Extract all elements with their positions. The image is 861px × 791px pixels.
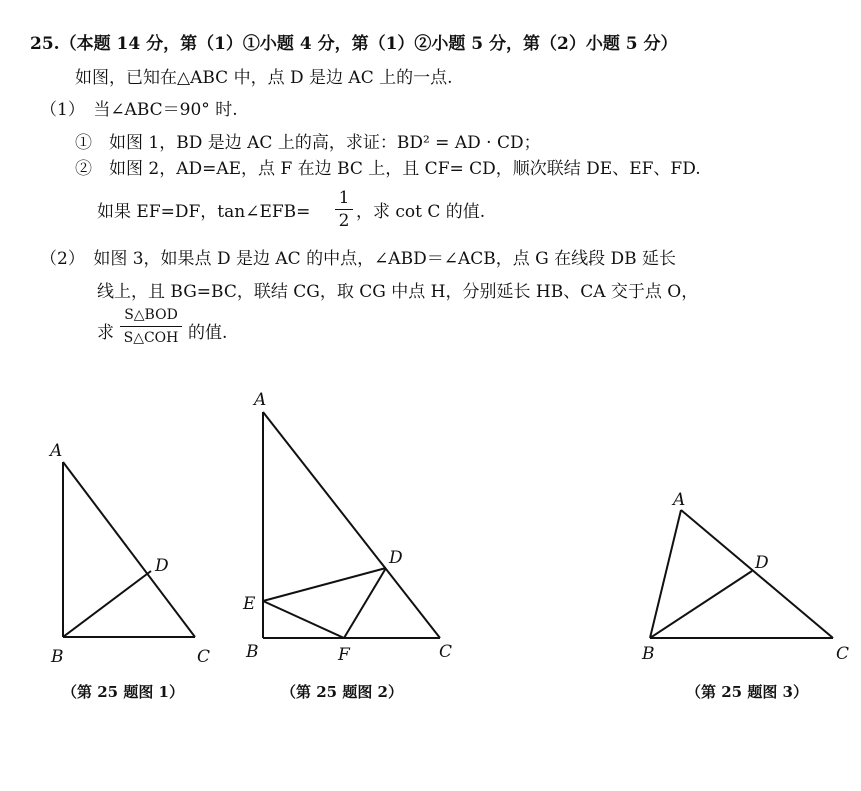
tan-fraction-denominator: 2 [338,211,350,231]
fig3-label-d: D [755,553,769,573]
part2-line3-prefix: 求 [97,323,114,343]
fig2-label-f: F [338,645,350,665]
fig2-caption: （第 25 题图 2） [281,683,403,701]
fig1-label-b: B [51,647,64,667]
part1-stem: （1） 当∠ABC＝90° 时. [40,100,238,120]
fig1-caption: （第 25 题图 1） [62,683,184,701]
fig2-side-ac [263,412,440,638]
figure-2 [263,412,440,638]
fig2-label-c: C [439,642,453,662]
fig2-label-b: B [246,642,259,662]
fig2-label-d: D [389,548,403,568]
fig3-caption: （第 25 题图 3） [686,683,808,701]
part1-q2-line2-suffix: ，求 cot C 的值. [356,202,486,222]
part1-q2-line1: ② 如图 2，AD=AE，点 F 在边 BC 上，且 CF= CD，顺次联结 DE、EF、FD. [75,159,701,179]
fig2-label-e: E [243,594,256,614]
fig3-label-a: A [673,490,686,510]
fig1-side-ac [63,462,195,637]
problem-header: 25.（本题 14 分，第（1）①小题 4 分，第（1）②小题 5 分，第（2）小题 5 分） [30,34,678,54]
fig2-segment-de [263,568,386,601]
part2-line2: 线上，且 BG=BC，联结 CG，取 CG 中点 H，分别延长 HB、CA 交于点 O， [97,282,699,302]
part2-line1: （2） 如图 3，如果点 D 是边 AC 的中点，∠ABD＝∠ACB，点 G 在线段 DB 延长 [40,249,677,269]
part1-q2-line2-prefix: 如果 EF=DF，tan∠EFB= [97,202,311,222]
fig3-side-ac [681,510,833,638]
fig1-label-a: A [50,441,63,461]
part2-line3-suffix: 的值. [188,323,228,343]
fig1-segment-bd [63,571,151,637]
fig3-label-c: C [836,644,850,664]
fig1-label-d: D [155,556,169,576]
part1-q1: ① 如图 1，BD 是边 AC 上的高，求证：BD² = AD · CD； [75,133,541,153]
fig1-label-c: C [197,647,211,667]
area-ratio-numerator: S△BOD [124,307,178,323]
figure-1 [63,462,195,637]
fig3-side-ab [650,510,681,638]
area-ratio-denominator: S△COH [123,330,179,346]
fig3-label-b: B [642,644,655,664]
tan-fraction-numerator: 1 [338,188,350,208]
fig3-segment-bd [650,571,752,638]
fig2-label-a: A [254,390,267,410]
problem-intro: 如图，已知在△ABC 中，点 D 是边 AC 上的一点. [75,68,453,88]
figure-3 [650,510,833,638]
fig2-segment-ef [263,601,344,638]
